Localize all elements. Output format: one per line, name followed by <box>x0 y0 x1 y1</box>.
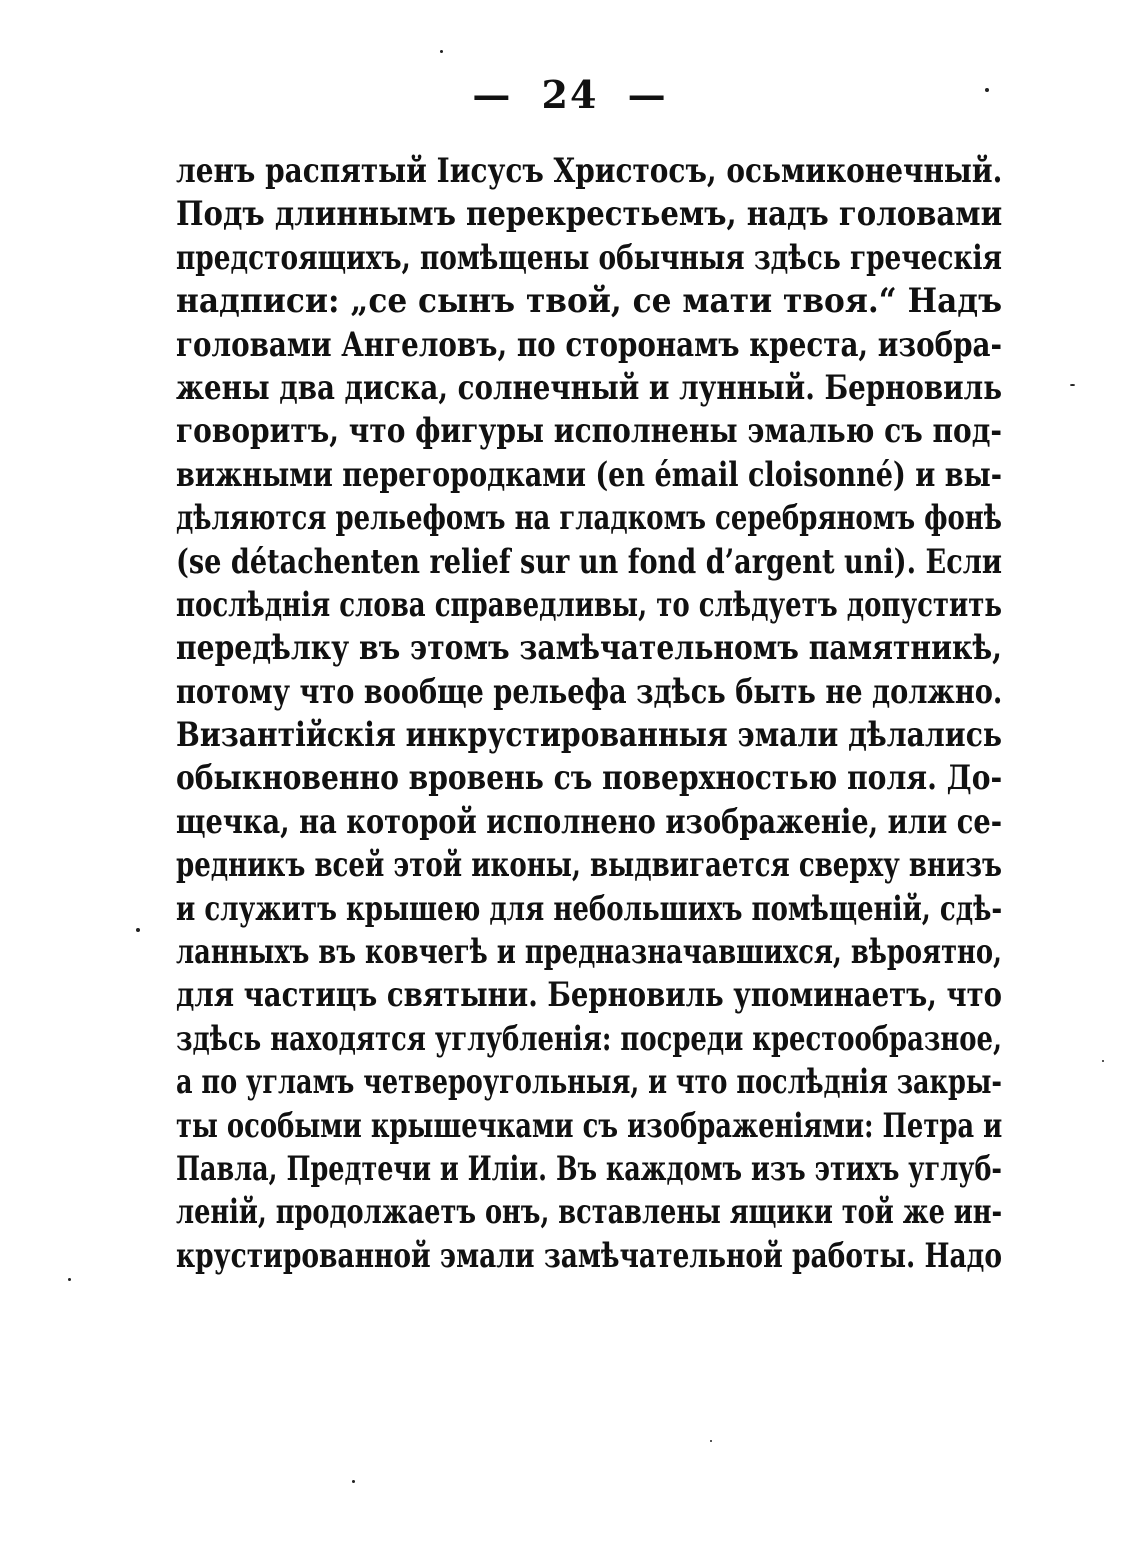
scan-speck <box>68 1278 71 1281</box>
page-number: 24 <box>541 72 599 117</box>
text-line: и служитъ крышею для небольшихъ помѣщеній, сдѣ- <box>176 888 1003 929</box>
scan-speck <box>136 928 140 932</box>
text-line: ленъ распятый Іисусъ Христосъ, осьмиконечный. <box>176 151 1003 191</box>
text-line: Павла, Предтечи и Иліи. Въ каждомъ изъ этихъ углуб- <box>176 1148 1002 1189</box>
text-line: ты особыми крышечками съ изображеніями: Петра и <box>176 1105 1003 1146</box>
text-line: редникъ всей этой иконы, выдвигается сверху внизъ <box>176 845 1002 886</box>
scan-speck <box>1070 384 1075 386</box>
header-dash-left: — <box>472 72 513 117</box>
scan-speck <box>440 50 443 53</box>
page-number-header <box>0 72 1140 117</box>
text-line: надписи: „се сынъ твой, се мати твоя.“ Надъ <box>176 281 1003 322</box>
text-line: потому что вообще рельефа здѣсь быть не должно. <box>176 671 1003 712</box>
text-line: говоритъ, что фигуры исполнены эмалью съ под- <box>176 411 1003 452</box>
scan-speck <box>985 88 989 92</box>
text-line: предстоящихъ, помѣщены обычныя здѣсь греческія <box>176 237 1002 278</box>
text-line: щечка, на которой исполнено изображеніе, или се- <box>176 801 1003 842</box>
text-line: дѣляются рельефомъ на гладкомъ серебряномъ фонѣ <box>176 498 1002 539</box>
text-line: передѣлку въ этомъ замѣчательномъ памятникѣ, <box>176 628 1002 669</box>
scan-speck <box>710 1440 712 1442</box>
text-line: леній, продолжаетъ онъ, вставлены ящики той же ин- <box>176 1192 1003 1233</box>
text-line: для частицъ святыни. Берновиль упоминаетъ, что <box>176 975 1002 1016</box>
text-line: здѣсь находятся углубленія: посреди крестообразное, <box>176 1018 1002 1059</box>
text-line: жены два диска, солнечный и лунный. Берновиль <box>176 367 1002 408</box>
text-line: Подъ длиннымъ перекрестьемъ, надъ головами <box>176 194 1003 235</box>
text-line: обыкновенно вровень съ поверхностью поля. До- <box>176 758 1003 799</box>
text-line: ланныхъ въ ковчегѣ и предназначавшихся, вѣроятно, <box>176 932 1002 973</box>
text-line: (se détachenten relief sur un fond d’argent uni). Если <box>176 541 1002 582</box>
text-line: головами Ангеловъ, по сторонамъ креста, изобра- <box>176 324 1002 365</box>
header-dash-right: — <box>627 72 668 117</box>
text-line: вижными перегородками (en émail cloisonné) и вы- <box>176 454 1002 495</box>
scan-speck <box>1102 1060 1104 1062</box>
text-line: крустированной эмали замѣчательной работы. Надо <box>176 1235 1002 1276</box>
text-line: послѣднія слова справедливы, то слѣдуетъ допустить <box>176 584 1002 625</box>
text-line: Византійскія инкрустированныя эмали дѣлались <box>176 715 1002 756</box>
text-line: а по угламъ четвероугольныя, и что послѣднія закры- <box>176 1062 1003 1103</box>
scan-speck <box>352 1480 355 1483</box>
body-text <box>176 150 1002 1278</box>
